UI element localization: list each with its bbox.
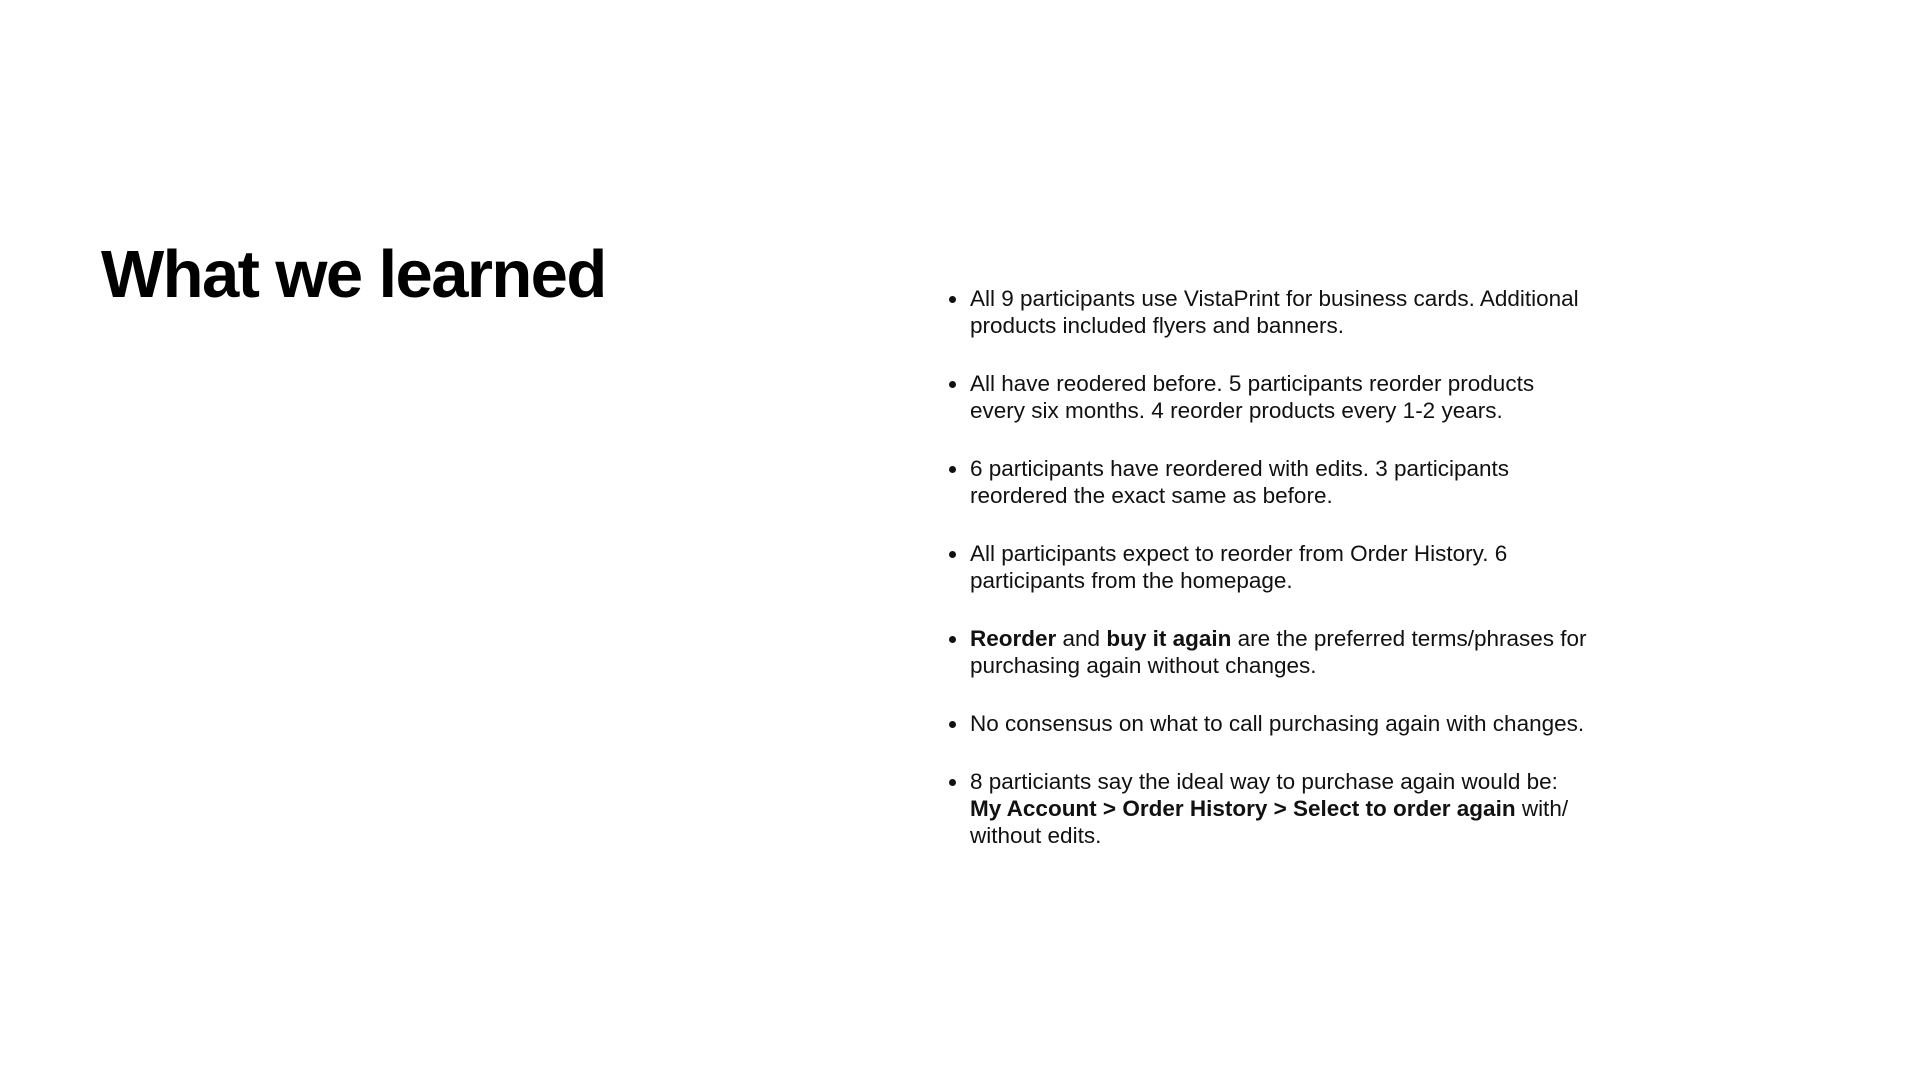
bullet-icon — [949, 381, 956, 388]
bullet-icon — [949, 296, 956, 303]
finding-text: 8 particiants say the ideal way to purchase again would be: — [970, 769, 1558, 794]
finding-item — [970, 370, 1590, 424]
finding-item — [970, 768, 1590, 849]
finding-text-bold: buy it again — [1106, 626, 1232, 651]
finding-text-bold: Reorder — [970, 626, 1057, 651]
bullet-icon — [949, 466, 956, 473]
findings-list — [944, 285, 1590, 849]
bullet-icon — [949, 551, 956, 558]
finding-text: All participants expect to reorder from Order History. 6 participants from the homepage. — [970, 541, 1508, 593]
finding-text: 6 participants have reordered with edits. 3 participants reordered the exact same as before. — [970, 456, 1510, 508]
finding-text: All have reodered before. 5 participants reorder products every six months. 4 reorder products every 1-2 years. — [970, 371, 1535, 423]
finding-text: with/ without edits. — [970, 796, 1569, 848]
bullet-icon — [949, 721, 956, 728]
bullet-icon — [949, 636, 956, 643]
finding-item — [970, 285, 1590, 339]
finding-text-bold: My Account > Order History > Select to order again — [970, 796, 1516, 821]
finding-item — [970, 710, 1590, 737]
finding-text: No consensus on what to call purchasing again with changes. — [970, 711, 1585, 736]
slide-title: What we learned — [101, 237, 606, 312]
bullet-icon — [949, 779, 956, 786]
finding-item — [970, 455, 1590, 509]
finding-text: are the preferred terms/phrases for purchasing again without changes. — [970, 626, 1587, 678]
finding-item — [970, 540, 1590, 594]
finding-text: All 9 participants use VistaPrint for business cards. Additional products included flyers and banners. — [970, 286, 1579, 338]
finding-text: and — [1056, 626, 1107, 651]
finding-item — [970, 625, 1590, 679]
